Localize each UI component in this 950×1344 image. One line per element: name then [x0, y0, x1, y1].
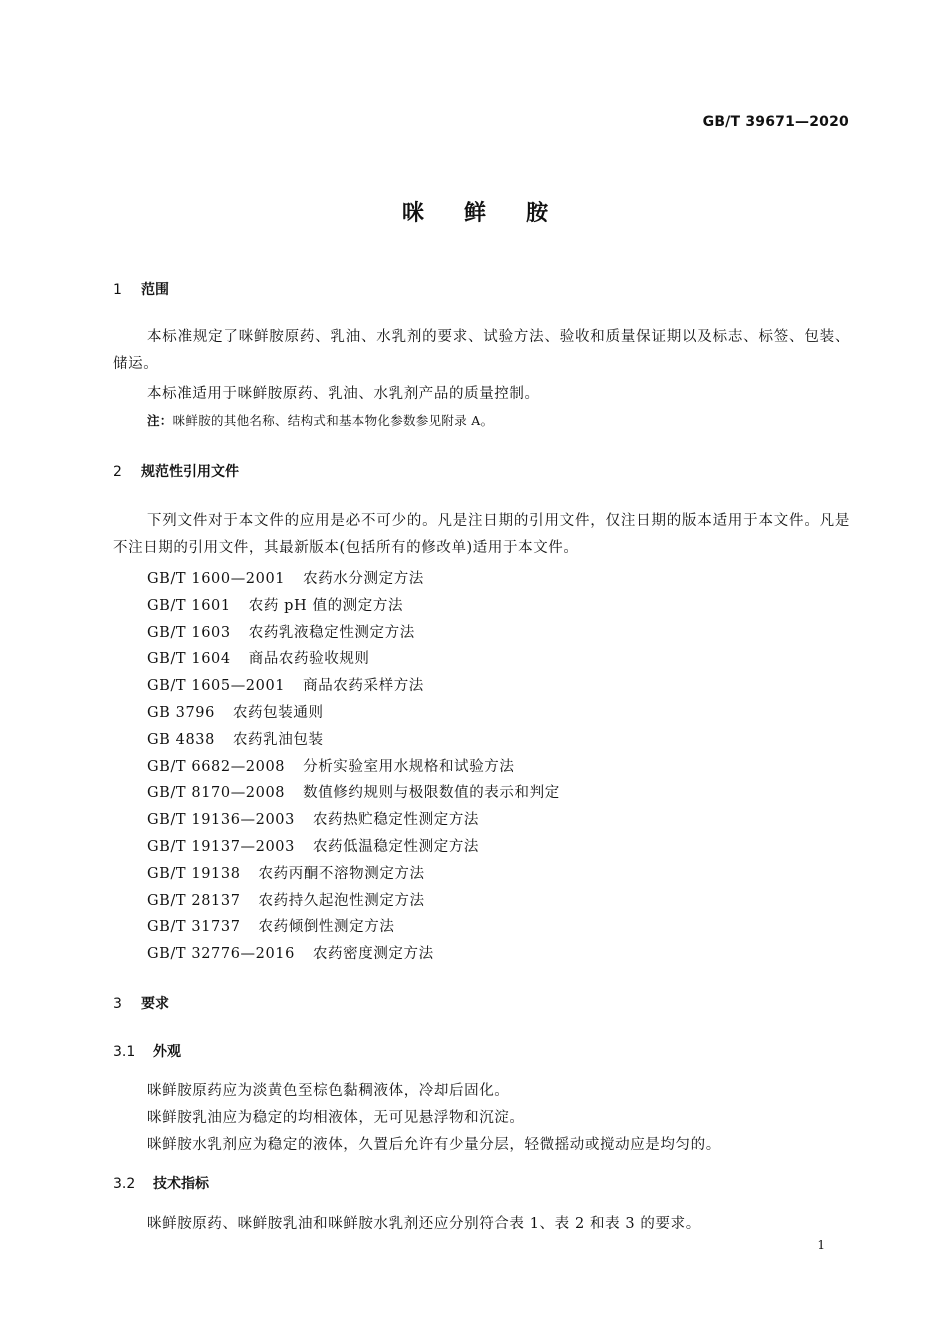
standard-code: GB/T 39671—2020 [702, 114, 849, 130]
reference-item [147, 728, 324, 749]
reference-item [147, 808, 479, 829]
reference-title: 农药持久起泡性测定方法 [258, 892, 425, 909]
section-3-heading [113, 993, 169, 1013]
reference-item [147, 755, 515, 776]
reference-item [147, 647, 370, 668]
appearance-ew: 咪鲜胺水乳剂应为稳定的液体，久置后允许有少量分层，轻微摇动或搅动应是均匀的。 [147, 1137, 721, 1153]
reference-code: GB 3796 [147, 705, 215, 721]
reference-title: 农药乳液稳定性测定方法 [248, 624, 415, 641]
note-label: 注： [147, 413, 173, 428]
reference-title: 农药倾倒性测定方法 [258, 919, 395, 936]
reference-item [147, 567, 424, 588]
paragraph-text: 下列文件对于本文件的应用是必不可少的。凡是注日期的引用文件，仅注日期的版本适用于本文件。凡是不注日期的引用文件，其最新版本(包括所有的修改单)适用于本文件。 [113, 513, 850, 556]
reference-item [147, 889, 425, 910]
reference-title: 分析实验室用水规格和试验方法 [303, 758, 515, 775]
reference-title: 农药乳油包装 [232, 731, 324, 748]
section-number: 3.2 [113, 1176, 136, 1192]
reference-item [147, 594, 403, 615]
paragraph-text: 本标准规定了咪鲜胺原药、乳油、水乳剂的要求、试验方法、验收和质量保证期以及标志、标签、包装、储运。 [113, 329, 850, 372]
section-1-heading [113, 279, 169, 299]
page-title: 咪鲜胺 [401, 201, 588, 226]
section-1-paragraph-1 [113, 324, 850, 378]
reference-code: GB/T 19138 [147, 865, 241, 882]
reference-title: 商品农药验收规则 [248, 651, 370, 668]
section-title: 规范性引用文件 [141, 464, 239, 480]
reference-code: GB/T 19137—2003 [147, 839, 295, 855]
reference-code: GB/T 1601 [147, 597, 231, 614]
reference-title: 农药丙酮不溶物测定方法 [258, 865, 425, 882]
reference-item [147, 781, 560, 802]
reference-code: GB/T 31737 [147, 919, 241, 936]
reference-title: 农药密度测定方法 [312, 946, 434, 963]
reference-title: 农药热贮稳定性测定方法 [312, 812, 480, 829]
reference-code: GB/T 1603 [147, 624, 231, 641]
section-title: 要求 [141, 996, 169, 1012]
reference-code: GB/T 6682—2008 [147, 758, 286, 775]
appearance-technical: 咪鲜胺原药应为淡黄色至棕色黏稠液体，冷却后固化。 [147, 1083, 510, 1099]
section-number: 3 [113, 996, 122, 1012]
reference-code: GB 4838 [147, 731, 215, 748]
page-number: 1 [817, 1238, 825, 1252]
reference-item [147, 942, 434, 963]
reference-code: GB/T 1604 [147, 651, 231, 668]
reference-item [147, 701, 324, 722]
section-number: 2 [113, 464, 122, 480]
note-text: 咪鲜胺的其他名称、结构式和基本物化参数参见附录 A。 [172, 413, 494, 428]
reference-title: 商品农药采样方法 [303, 678, 424, 695]
section-number: 1 [113, 282, 122, 298]
section-2-paragraph-1 [113, 508, 850, 562]
reference-title: 农药 pH 值的测定方法 [248, 597, 404, 614]
appearance-ec: 咪鲜胺乳油应为稳定的均相液体，无可见悬浮物和沉淀。 [147, 1110, 525, 1126]
reference-code: GB/T 28137 [147, 892, 241, 909]
reference-title: 数值修约规则与极限数值的表示和判定 [303, 785, 560, 802]
reference-item [147, 862, 425, 883]
section-3-2-heading [113, 1173, 209, 1193]
reference-title: 农药水分测定方法 [303, 571, 424, 587]
section-number: 3.1 [113, 1044, 136, 1060]
section-1-paragraph-2: 本标准适用于咪鲜胺原药、乳油、水乳剂产品的质量控制。 [147, 386, 540, 402]
reference-code: GB/T 8170—2008 [147, 785, 286, 802]
section-3-1-heading [113, 1041, 181, 1061]
reference-item [147, 621, 415, 642]
section-3-2-paragraph: 咪鲜胺原药、咪鲜胺乳油和咪鲜胺水乳剂还应分别符合表 1、表 2 和表 3 的要求。 [147, 1216, 701, 1232]
reference-item [147, 915, 394, 936]
reference-code: GB/T 1600—2001 [147, 571, 286, 587]
reference-item [147, 674, 424, 695]
section-title: 技术指标 [153, 1176, 209, 1192]
reference-code: GB/T 1605—2001 [147, 678, 286, 695]
reference-code: GB/T 19136—2003 [147, 812, 295, 829]
section-title: 范围 [141, 282, 169, 298]
reference-title: 农药包装通则 [232, 705, 324, 721]
section-title: 外观 [153, 1044, 181, 1060]
reference-code: GB/T 32776—2016 [147, 946, 295, 963]
section-1-note [147, 411, 493, 429]
reference-title: 农药低温稳定性测定方法 [312, 839, 480, 855]
section-2-heading [113, 461, 239, 481]
reference-item [147, 835, 479, 856]
